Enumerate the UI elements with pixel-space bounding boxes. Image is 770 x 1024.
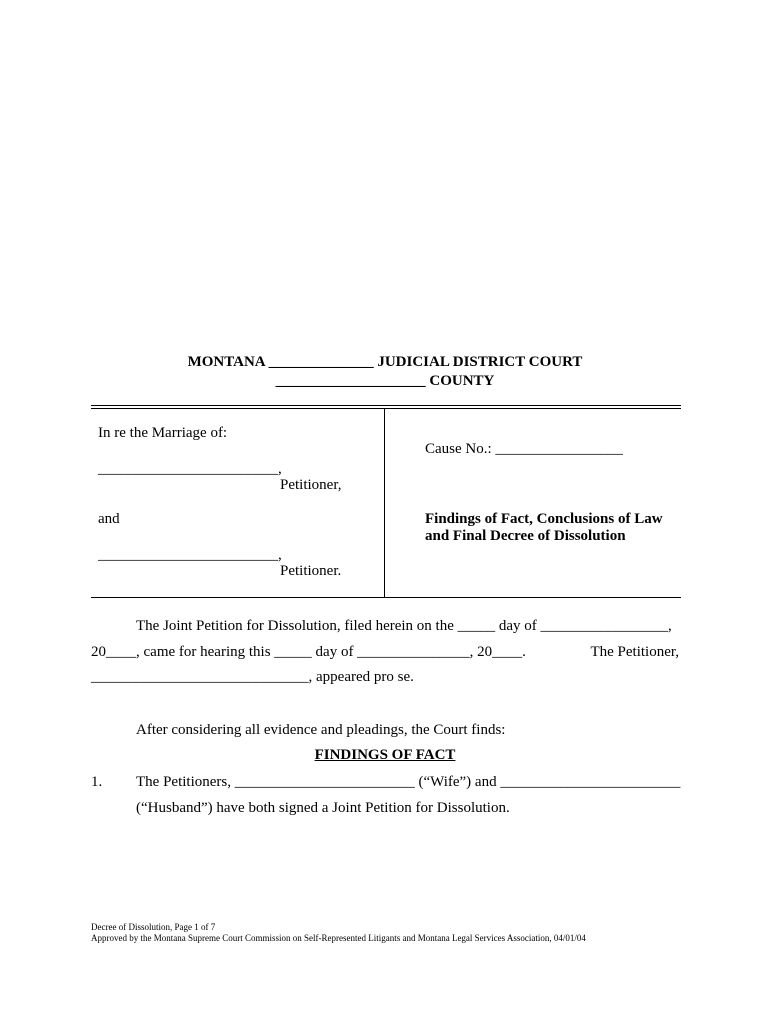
- document-title-line2: and Final Decree of Dissolution: [425, 528, 626, 544]
- caption-top-rule: [91, 405, 681, 406]
- item1-line2: (“Husband”) have both signed a Joint Petition for Dissolution.: [136, 800, 510, 816]
- marriage-label: In re the Marriage of:: [98, 425, 228, 441]
- and-label: and: [98, 511, 120, 527]
- paragraph1-line3: _____________________________, appeared pro se.: [91, 669, 414, 685]
- caption-top-rule-2: [91, 408, 681, 409]
- petitioner1-blank[interactable]: ________________________,: [98, 461, 282, 477]
- cause-number[interactable]: Cause No.: _________________: [425, 441, 623, 457]
- petitioner2-blank[interactable]: ________________________,: [98, 547, 282, 563]
- findings-heading: FINDINGS OF FACT: [314, 747, 456, 763]
- county-line: ____________________ COUNTY: [275, 373, 495, 389]
- item1-line1: The Petitioners, ________________________ (“Wife”) and ________________________: [136, 774, 681, 790]
- petitioner1-label: Petitioner,: [280, 477, 342, 493]
- paragraph1-line2: 20____, came for hearing this _____ day of _______________, 20____.: [91, 644, 526, 660]
- footer-approval: Approved by the Montana Supreme Court Commission on Self-Represented Litigants and Montana Legal Services Association, 04/01/04: [91, 933, 586, 943]
- paragraph1-line2-end: The Petitioner,: [590, 644, 679, 660]
- court-title: MONTANA ______________ JUDICIAL DISTRICT COURT: [187, 354, 583, 370]
- item1-number: 1.: [91, 774, 103, 790]
- paragraph2: After considering all evidence and pleadings, the Court finds:: [136, 722, 506, 738]
- caption-divider: [384, 409, 385, 598]
- document-title-line1: Findings of Fact, Conclusions of Law: [425, 511, 663, 527]
- petitioner2-label: Petitioner.: [280, 563, 342, 579]
- paragraph1-line1: The Joint Petition for Dissolution, filed herein on the _____ day of _________________,: [136, 618, 672, 634]
- footer-page-info: Decree of Dissolution, Page 1 of 7: [91, 922, 216, 932]
- caption-bottom-rule: [91, 597, 681, 598]
